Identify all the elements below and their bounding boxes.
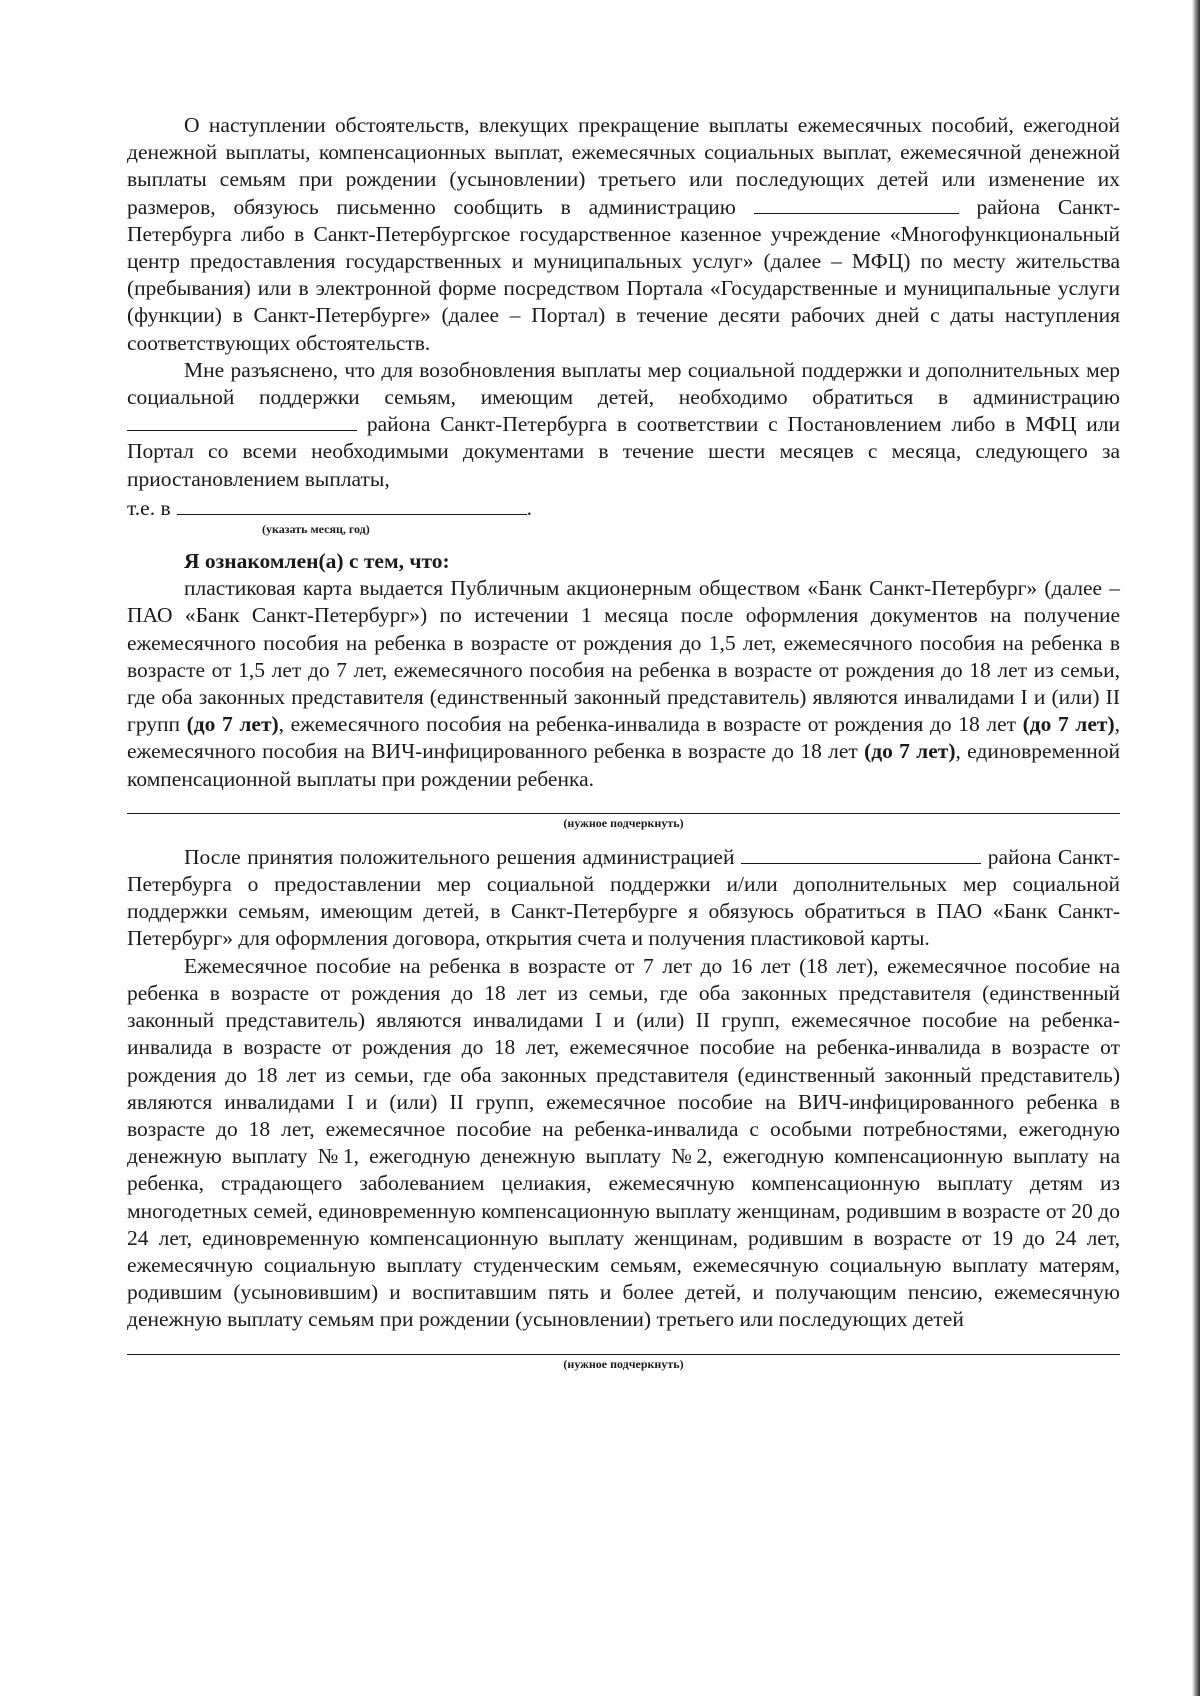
paragraph-text: района Санкт-Петербурга о предоставлении мер социальной поддержки и/или дополнительных мер социальной поддержки семьям, имеющим детей, в Санкт-Петербурге я обязуюсь обратиться в ПАО «Банк Санкт-Петербург» для оформления договора, открытия счета и получения пластиковой карты. [127,844,1121,951]
bold-note: (до 7 лет) [186,712,279,737]
paragraph-resumption [127,357,1120,493]
underline-field-1[interactable] [127,813,1120,814]
paragraph-text: Мне разъяснено, что для возобновления выплаты мер социальной поддержки и дополнительных мер социальной поддержки семьям, имеющим детей, необходимо обратиться в администрацию [127,357,1120,410]
month-year-caption: (указать месяц, год) [262,522,370,537]
document-body [127,112,1120,1371]
paragraph-plastic-card [127,575,1120,793]
underline-caption-2: (нужное подчеркнуть) [563,1356,684,1371]
paragraph-text: пластиковая карта выдается Публичным акционерным обществом «Банк Санкт-Петербург» (далее – ПАО «Банк Санкт-Петербург») по истечении 1 месяца после оформления документов на получение ежемесячного пособия на ребенка в возрасте от рождения до 1,5 лет, ежемесячного пособия на ребенка в возрасте от 1,5 лет до 7 лет, ежемесячного пособия на ребенка в возрасте от рождения до 18 лет из семьи, где оба законных представителя (единственный законный представитель) являются инвалидами I и (или) II групп [127,576,1120,737]
month-year-line [127,495,1120,522]
month-suffix: . [526,495,532,520]
paragraph-notify-circumstances [127,112,1120,357]
bold-note: (до 7 лет) [864,739,956,764]
paragraph-text: Ежемесячное пособие на ребенка в возрасте от 7 лет до 16 лет (18 лет), ежемесячное пособие на ребенка в возрасте от рождения до 18 лет из семьи, где оба законных представителя (единственный законный представитель) являются инвалидами I и (или) II групп, ежемесячное пособие на ребенка-инвалида в возрасте от рождения до 18 лет, ежемесячное пособие на ребенка-инвалида в возрасте от рождения до 18 лет из семьи, где оба законных представителя (единственный законный представитель) являются инвалидами I и (или) II групп, ежемесячное пособие на ВИЧ-инфицированного ребенка в возрасте до 18 лет, ежемесячное пособие на ребенка-инвалида с особыми потребностями, ежегодную денежную выплату №1, ежегодную денежную выплату №2, ежегодную компенсационную выплату на ребенка, страдающего заболеванием целиакия, ежемесячную компенсационную выплату детям из многодетных семей, единовременную компенсационную выплату женщинам, родившим в возрасте от 20 до 24 лет, единовременную компенсационную выплату женщинам, родившим в возрасте от 19 до 24 лет, ежемесячную социальную выплату студенческим семьям, ежемесячную социальную выплату матерям, родившим (усыновившим) и воспитавшим пять и более детей, и получающим пенсию, ежемесячную денежную выплату семьям при рождении (усыновлении) третьего или последующих детей [127,953,1120,1332]
paragraph-text: О наступлении обстоятельств, влекущих прекращение выплаты ежемесячных пособий, ежегодной денежной выплаты, компенсационных выплат, ежемесячных социальных выплат, ежемесячной денежной выплаты семьям при рождении (усыновлении) третьего или последующих детей или изменение их размеров, обязуюсь письменно сообщить в администрацию [127,113,1120,219]
underline-field-2[interactable] [127,1354,1120,1355]
district-blank-field[interactable] [754,195,959,214]
paragraph-text: , ежемесячного пособия на ребенка-инвалида в возрасте от рождения до 18 лет [278,712,1017,737]
month-prefix: т.е. в [127,495,171,520]
acquainted-heading: Я ознакомлен(а) с тем, что: [184,549,450,574]
paragraph-text: , ежемесячного пособия на ВИЧ-инфицированного ребенка в возрасте до 18 лет [127,712,1121,764]
month-year-blank-field[interactable] [177,496,527,515]
spacer [127,830,1120,844]
paragraph-text: района Санкт-Петербурга в соответствии с Постановлением либо в МФЦ или Портал со всеми необходимыми документами в течение шести месяцев с месяца, следующего за приостановлением выплаты, [127,412,1120,491]
paragraph-allowances-list [127,953,1120,1334]
administration-blank-field[interactable] [741,845,981,864]
paragraph-text: района Санкт-Петербурга либо в Санкт-Петербургское государственное казенное учреждение «Многофункциональный центр предоставления государственных и муниципальных услуг» (далее – МФЦ) по месту жительства (пребывания) или в электронной форме посредством Портала «Государственные и муниципальные услуги (функции) в Санкт-Петербурге» (далее – Портал) в течение десяти рабочих дней с даты наступления соответствующих обстоятельств. [127,194,1121,355]
underline-caption-1: (нужное подчеркнуть) [563,815,684,830]
paragraph-text: , единовременной компенсационной выплаты при рождении ребенка. [127,739,1120,791]
scan-edge [1192,0,1200,1696]
bold-note: (до 7 лет) [1022,712,1115,737]
paragraph-bank-obligation [127,844,1120,953]
district-blank-field[interactable] [127,412,357,431]
paragraph-text: После принятия положительного решения администрацией [184,844,735,869]
